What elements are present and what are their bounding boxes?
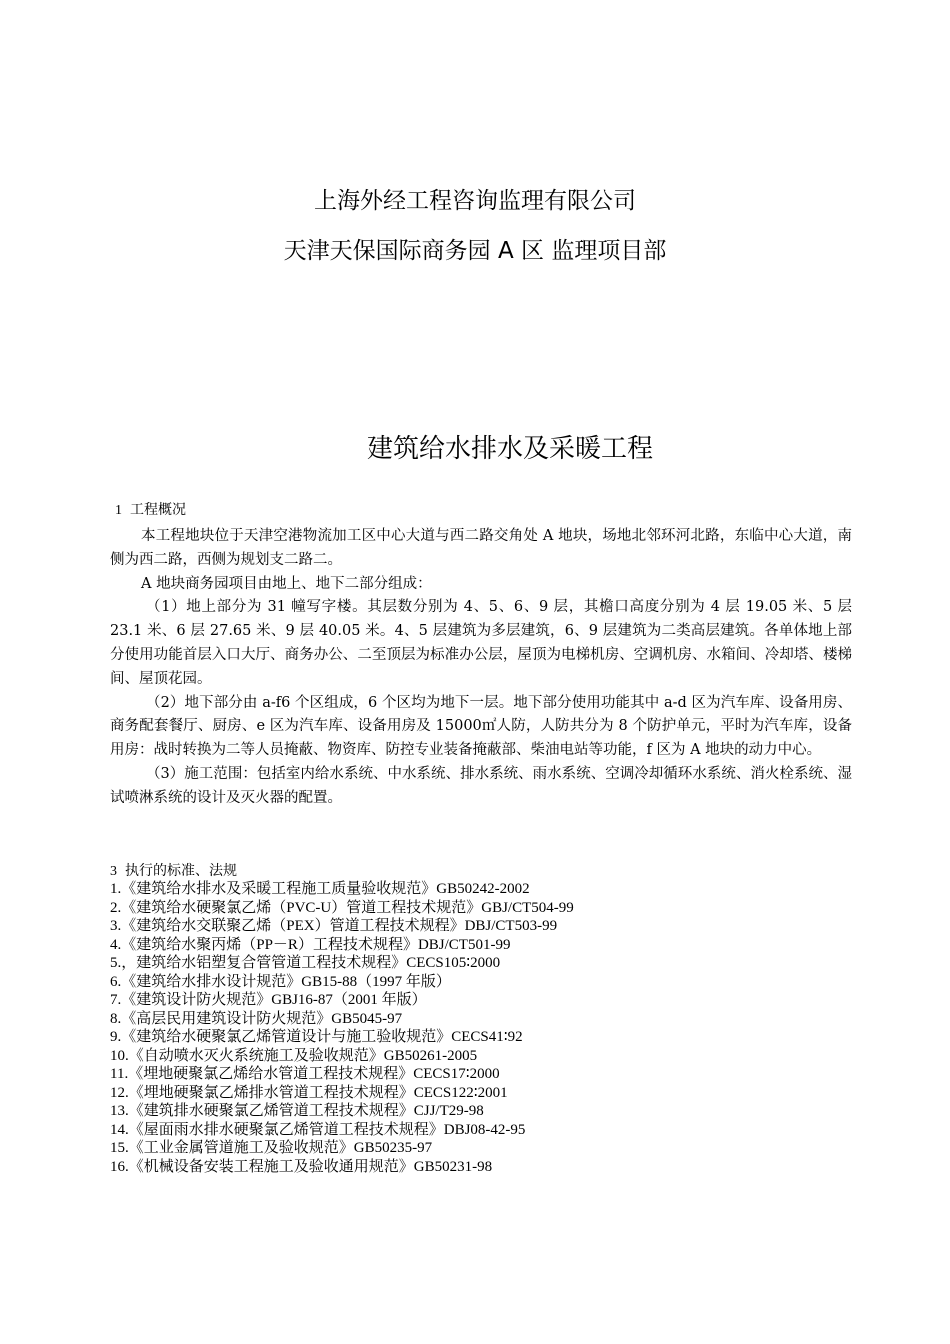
paragraph: （1）地上部分为 31 幢写字楼。其层数分别为 4、5、6、9 层，其檐口高度分别为 4 层 19.05 米、5 层 23.1 米、6 层 27.65 米、9 层 40.05 米。4、5 层建筑为多层建筑，6、9 层建筑为二类高层建筑。各单体地上部分使用功能首层入口大厅、商务办公、二至顶层为标准办公层，屋顶为电梯机房、空调机房、水箱间、冷却塔、楼梯间、屋顶花园。	[110, 599, 852, 687]
paragraph: A 地块商务园项目由地上、地下二部分组成：	[141, 575, 432, 592]
paragraph: （3）施工范围：包括室内给水系统、中水系统、排水系统、雨水系统、空调冷却循环水系统、消火栓系统、湿试喷淋系统的设计及灭火器的配置。	[110, 765, 852, 806]
section-heading-standards	[110, 862, 237, 881]
list-item: 15.《工业金属管道施工及验收规范》GB50235-97	[110, 1140, 433, 1156]
list-item: 10.《自动喷水灭火系统施工及验收规范》GB50261-2005	[110, 1047, 478, 1064]
list-item: 8.《高层民用建筑设计防火规范》GB5045-97	[110, 1010, 403, 1027]
paragraph: 本工程地块位于天津空港物流加工区中心大道与西二路交角处 A 地块，场地北邻环河北路，东临中心大道，南侧为西二路，西侧为规划支二路二。	[110, 528, 852, 568]
list-item: 14.《屋面雨水排水硬聚氯乙烯管道工程技术规程》DBJ08-42-95	[110, 1121, 526, 1138]
list-item: 7.《建筑设计防火规范》GBJ16-87（2001 年版）	[110, 992, 427, 1008]
section-heading-overview	[115, 501, 186, 520]
list-item: 13.《建筑排水硬聚氯乙烯管道工程技术规程》CJJ/T29-98	[110, 1103, 484, 1119]
section-title: 工程概况	[130, 502, 186, 518]
company-name: 上海外经工程咨询监理有限公司	[314, 188, 636, 214]
list-item: 12.《埋地硬聚氯乙烯排水管道工程技术规程》CECS122∶2001	[110, 1084, 508, 1101]
list-item: 2.《建筑给水硬聚氯乙烯（PVC-U）管道工程技术规范》GBJ/CT504-99	[110, 899, 574, 916]
list-item: 6.《建筑给水排水设计规范》GB15-88（1997 年版）	[110, 973, 451, 990]
list-item: 1.《建筑给水排水及采暖工程施工质量验收规范》GB50242-2002	[110, 881, 530, 897]
list-item: 11.《埋地硬聚氯乙烯给水管道工程技术规程》CECS17∶2000	[110, 1066, 500, 1082]
list-item: 5.，建筑给水铝塑复合管管道工程技术规程》CECS105∶2000	[110, 955, 501, 971]
list-item: 4.《建筑给水聚丙烯（PP－R）工程技术规程》DBJ/CT501-99	[110, 936, 511, 953]
project-department: 天津天保国际商务园 A 区 监理项目部	[283, 238, 667, 264]
standards-list	[110, 880, 870, 1176]
list-item: 3.《建筑给水交联聚乙烯（PEX）管道工程技术规程》DBJ/CT503-99	[110, 918, 558, 934]
section-title: 执行的标准、法规	[125, 863, 237, 879]
overview-body	[110, 525, 852, 811]
paragraph: （2）地下部分由 a-f6 个区组成，6 个区均为地下一层。地下部分使用功能其中 a-d 区为汽车库、设备用房、商务配套餐厅、厨房、e 区为汽车库、设备用房及 15000㎡人防，人防共分为 8 个防护单元，平时为汽车库，设备用房：战时转换为二等人员掩蔽、物资库、防控专业装备掩蔽部、柴油电站等功能，f 区为 A 地块的动力中心。	[110, 694, 852, 759]
section-number: 3	[110, 864, 117, 879]
list-item: 16.《机械设备安装工程施工及验收通用规范》GB50231-98	[110, 1158, 493, 1175]
section-number: 1	[115, 503, 122, 518]
document-title: 建筑给水排水及采暖工程	[366, 434, 653, 464]
list-item: 9.《建筑给水硬聚氯乙烯管道设计与施工验收规范》CECS41∶92	[110, 1029, 523, 1045]
